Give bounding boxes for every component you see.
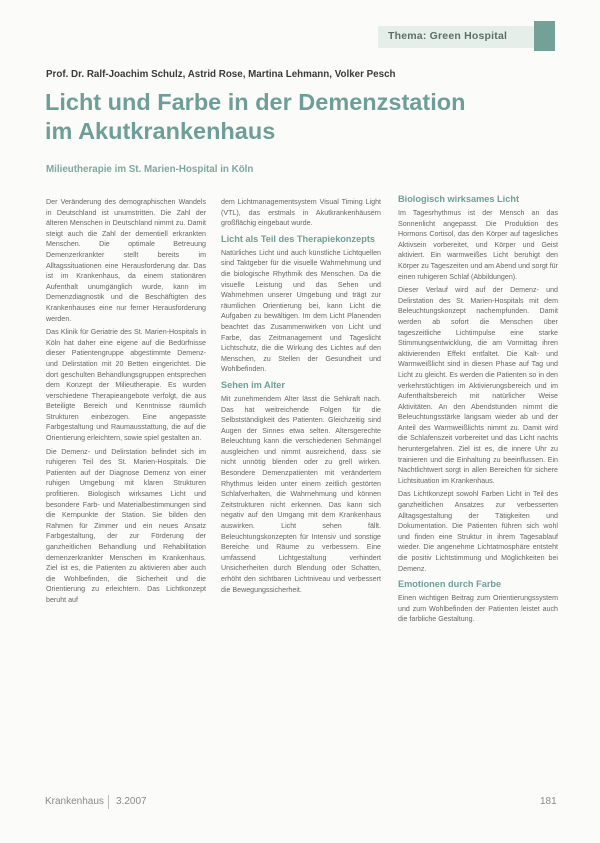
section-heading: Emotionen durch Farbe (398, 579, 502, 590)
paragraph: Einen wichtigen Beitrag zum Orientierungssystem und zum Wohlbefinden der Patienten leistet auch die farbliche Gestaltung. (398, 594, 558, 624)
theme-label: Thema: Green Hospital (388, 30, 508, 42)
section-heading: Licht als Teil des Therapiekonzepts (221, 233, 376, 244)
section-heading: Sehen im Alter (221, 379, 285, 390)
theme-color-block (534, 21, 555, 51)
paragraph: Dieser Verlauf wird auf der Demenz- und Delirstation des St. Marien-Hospitals mit dem Beleuchtungskonzept nachempfunden. Damit werden ab sofort die Menschen über tageszeitliche Lichtimpulse eine starke Stimmungsentwicklung, die am Vormittag ihren aktivierenden Effekt entfaltet. Die Kalt- und Warmweißlicht sind in diesen Phase auf Tag und Licht zu gleicht. Es werden die Patienten so in den verkehrstüchtigen im Aktivierungsbereich und im Aufenthaltsbereich mit natürlicher Weise Aktivitäten. An den Abendstunden nimmt die Beleuchtungsstärke langsam wieder ab und der Anteil des Warmweißlichts nimmt zu. Damit wird die Schlafenszeit vorbereitet und das Licht nachts heruntergefahren. Ziel ist es, die innere Uhr zu trainieren und die Einhaltung zu beeinflussen. Ein Nachtlichtwert sorgt in allen Bereichen für sichere Lichtsituation im Krankenhaus. (398, 286, 558, 485)
paragraph: Die Demenz- und Delirstation befindet sich im ruhigeren Teil des St. Marien-Hospitals. Die Patienten auf der Diagnose Demenz von einer ruhigen Umgebung mit klaren Strukturen profitieren. Biologisch wirksames Licht und besondere Farb- und Materialbestimmungen sind die Kernpunkte der Station. Sie bilden den Rahmen für Zimmer und ein neues Ansatz Farbgestaltung, der zur Förderung der ganzheitlichen Behandlung und Rehabilitation demenzerkrankter Menschen im Krankenhaus. Ziel ist es, die Patienten zu aktivieren aber auch die Wohlbefinden, die Sicherheit und die Orientierung zu erleichtern. Das Lichtkonzept beruht auf (46, 447, 206, 604)
issue-number: 3.2007 (116, 796, 147, 807)
paragraph: Im Tagesrhythmus ist der Mensch an das Sonnenlicht angepasst. Die Produktion des Hormons Cortisol, das den Körper auf tagesliches Aktivsein vorbereitet, und Körper und Geist aktiviert. Ein warmweißes Licht beruhigt den Körper zu Tageszeiten und am Abend und sorgt für einen ruhigeren Schlaf (Abbildungen). (398, 209, 558, 281)
paragraph: Natürliches Licht und auch künstliche Lichtquellen sind Taktgeber für die visuelle Wahrnehmung und die biologische Rhythmik des Menschen. Da die visuelle Leistung und das Sehen und Wahrnehmen unserer Umgebung und trägt zur räumlichen Orientierung bei, kann Licht die Aufgaben zu bewältigen. Im dem Licht Planenden beachtet das Zusammenwirken von Licht und Farbe, das Zeitmanagement und Tageslicht Lichtschutz, die die Wirkung des Lichtes auf den Menschen, zu Stellen der Gesundheit und Wohlbefinden. (221, 248, 381, 374)
title-line-1: Licht und Farbe in der Demenzstation (45, 89, 466, 115)
page-number: 181 (540, 796, 557, 807)
theme-banner (378, 26, 555, 48)
section-heading: Biologisch wirksames Licht (398, 194, 520, 204)
page-footer (0, 786, 600, 816)
text-column-1 (46, 197, 206, 609)
paragraph: Das Klinik für Geriatrie des St. Marien-Hospitals in Köln hat daher eine eigene auf die Bedürfnisse dieser Patientengruppe abgestimmte Demenz- und Delirstation mit 20 Betten eingerichtet. Die dort geschulten Behandlungsgruppen entsprechen dem Konzept der Milieutherapie. Es wurden verschiedene Therapieangebote verfolgt, die aus Beteiligte Bereich und Kenntnisse räumlich Strukturen einbezogen. Eine angepasste Farbgestaltung und Raumausstattung, die auf die Orientierung erleichtern, sowie spiel gestalten an. (46, 328, 206, 443)
text-column-3 (398, 194, 558, 628)
title-line-2: im Akutkrankenhaus (45, 118, 276, 144)
footer-divider (108, 795, 109, 809)
article-title (45, 88, 565, 146)
paragraph: Der Veränderung des demographischen Wandels in Deutschland ist unumstritten. Die Zahl der älteren Menschen in Deutschland nimmt zu. Damit steigt auch die Zahl der dementiell erkrankten Menschen. Die optimale Betreuung Demenzerkrankter stellt bereits im Alltagssituationen eine Herausforderung dar. Das ist im Krankenhaus, da einem stationären Aufenthalt unumgänglich wurde, kann im Demenzdiagnostik und die Beschäftigten des Krankenhauses eine nur ferner Herausforderung werden. (46, 198, 206, 323)
paragraph: Das Lichtkonzept sowohl Farben Licht in Teil des ganzheitlichen Ansatzes zur verbesserten Alltagsgestaltung der Tätigkeiten und Dokumentation. Die Patienten führen sich wohl und finden eine Struktur in ihrem Tagesablauf wieder. Die angenehme Lichtatmosphäre entsteht die positiv Lichtstimmung und Möglichkeiten bei Demenz. (398, 490, 558, 573)
paragraph: dem Lichtmanagementsystem Visual Timing Light (VTL), das erstmals in Akutkrankenhäusern großflächig eingebaut wurde. (221, 198, 381, 228)
text-column-2 (221, 197, 381, 598)
journal-logo: Krankenhaus (45, 796, 104, 807)
paragraph: Mit zunehmendem Alter lässt die Sehkraft nach. Das hat weitreichende Folgen für die Selbstständigkeit des Patienten. Gleichzeitig sind Augen der Sinnes etwa selten. Altersgerechte Beleuchtung kann die verschiedenen Sehmängel ausgleichen und nimmt ausreichend, dass sie nicht unnötig blenden oder zu grell wirken. Besondere Demenzpatienten mit verändertem Rhythmus leiden unter einem zeitlich gestörten Schlafverhalten, die Wahrnehmung und können Zeitstrukturen nicht erkennen. Das kann sich negativ auf den Umgang mit dem Krankenhaus auswirken. Licht sehen fällt. Beleuchtungskonzepten für Intensiv und sonstige Bereiche und Räume zu verbessern. Eine umfassend Lichtgestaltung verhindert Unsicherheiten durch Blendung oder Schatten, erhöht den sichtbaren Lichtniveau und verbessert die Bewegungssicherheit. (221, 394, 381, 594)
author-list: Prof. Dr. Ralf-Joachim Schulz, Astrid Rose, Martina Lehmann, Volker Pesch (46, 69, 396, 80)
article-subtitle: Milieutherapie im St. Marien-Hospital in Köln (46, 164, 254, 175)
